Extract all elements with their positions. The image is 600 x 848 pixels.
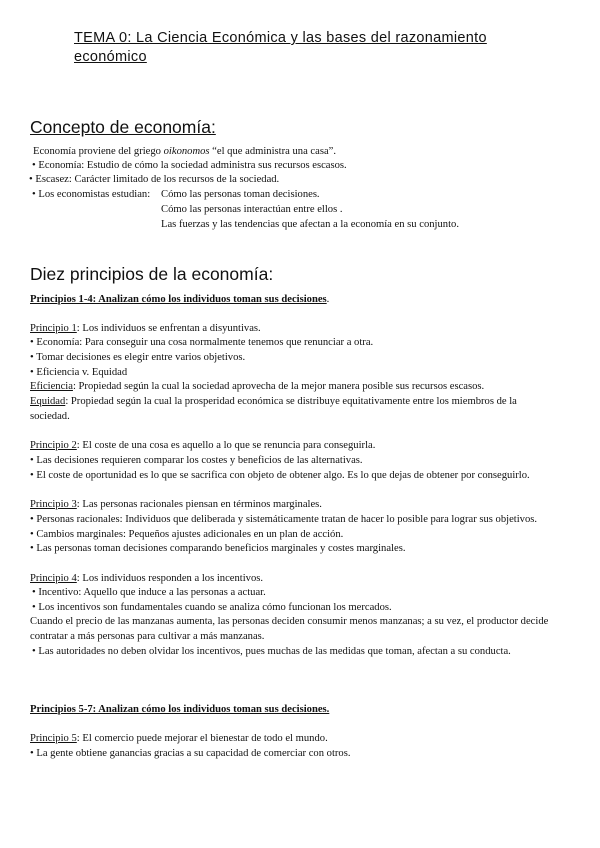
principio-4-bullet-3: • Las autoridades no deben olvidar los incentivos, pues muchas de las medidas que toman, afectan a su conducta. [32, 646, 511, 657]
principio-1-bullet-2: • Tomar decisiones es elegir entre varios objetivos. [30, 352, 246, 363]
section-heading-principios: Diez principios de la economía: [30, 264, 274, 284]
principio-1-label: Principio 1 [30, 323, 77, 334]
equidad-definition-cont: sociedad. [30, 411, 70, 422]
economistas-item-2: Cómo las personas interactúan entre ellos . [161, 204, 343, 215]
principio-2 [30, 439, 375, 453]
line-etymology [33, 145, 336, 159]
document-title-line-2: económico [74, 49, 147, 65]
economistas-item-1: Cómo las personas toman decisiones. [161, 189, 320, 200]
principio-3-label: Principio 3 [30, 499, 77, 510]
section-heading-concepto: Concepto de economía: [30, 117, 216, 137]
etymology-text: Economía proviene del griego [33, 146, 164, 157]
principio-3 [30, 498, 322, 512]
equidad-text: : Propiedad según la cual la prosperidad económica se distribuye equitativamente entre los miembros de la [65, 396, 517, 407]
group-heading-1-4 [30, 293, 329, 307]
etymology-greek-word: oikonomos [163, 146, 210, 157]
principio-4-label: Principio 4 [30, 573, 77, 584]
bullet-economia: • Economía: Estudio de cómo la sociedad administra sus recursos escasos. [32, 160, 347, 171]
principio-2-text: : El coste de una cosa es aquello a lo que se renuncia para conseguirla. [76, 440, 376, 451]
principio-2-bullet-2: • El coste de oportunidad es lo que se sacrifica con objeto de obtener algo. Es lo que dejas de obtener por conseguirlo. [30, 470, 530, 481]
eficiencia-label: Eficiencia [30, 381, 73, 392]
group-heading-5-7: Principios 5-7: Analizan cómo los individuos toman sus decisiones. [30, 704, 330, 715]
principio-5-bullet-1: • La gente obtiene ganancias gracias a su capacidad de comerciar con otros. [30, 748, 351, 759]
principio-3-bullet-1: • Personas racionales: Individuos que deliberada y sistemáticamente tratan de hacer lo posible para lograr sus objetivos. [30, 514, 538, 525]
principio-3-bullet-3: • Las personas toman decisiones comparando beneficios marginales y costes marginales. [30, 543, 406, 554]
principio-4-text: : Los individuos responden a los incentivos. [76, 573, 264, 584]
equidad-definition [30, 395, 517, 409]
eficiencia-text: : Propiedad según la cual la sociedad aprovecha de la mejor manera posible sus recursos escasos. [72, 381, 485, 392]
bullet-economistas-label: • Los economistas estudian: [32, 189, 151, 200]
document-title-line-1: TEMA 0: La Ciencia Económica y las bases del razonamiento [74, 30, 487, 46]
principio-1 [30, 322, 261, 336]
principio-2-label: Principio 2 [30, 440, 77, 451]
principio-1-text: : Los individuos se enfrentan a disyuntivas. [76, 323, 261, 334]
principio-4-example-line-1: Cuando el precio de las manzanas aumenta, las personas deciden consumir menos manzanas; a su vez, el productor decide [30, 616, 549, 627]
principio-4 [30, 572, 263, 586]
principio-1-bullet-1: • Economía: Para conseguir una cosa normalmente tenemos que renunciar a otra. [30, 337, 374, 348]
principio-5-label: Principio 5 [30, 733, 77, 744]
principio-4-bullet-1: • Incentivo: Aquello que induce a las personas a actuar. [32, 587, 266, 598]
etymology-meaning: “el que administra una casa”. [209, 146, 337, 157]
principio-3-bullet-2: • Cambios marginales: Pequeños ajustes adicionales en un plan de acción. [30, 529, 344, 540]
group-heading-1-4-dot: . [326, 294, 330, 305]
principio-2-bullet-1: • Las decisiones requieren comparar los costes y beneficios de las alternativas. [30, 455, 363, 466]
principio-1-bullet-3: • Eficiencia v. Equidad [30, 367, 128, 378]
principio-4-bullet-2: • Los incentivos son fundamentales cuando se analiza cómo funcionan los mercados. [32, 602, 392, 613]
principio-4-example-line-2: contratar a más personas para cultivar a más manzanas. [30, 631, 265, 642]
eficiencia-definition [30, 380, 484, 394]
equidad-label: Equidad [30, 396, 66, 407]
principio-5 [30, 732, 328, 746]
principio-5-text: : El comercio puede mejorar el bienestar de todo el mundo. [76, 733, 328, 744]
group-heading-1-4-text: Principios 1-4: Analizan cómo los individuos toman sus decisiones [30, 294, 327, 305]
principio-3-text: : Las personas racionales piensan en términos marginales. [76, 499, 322, 510]
economistas-item-3: Las fuerzas y las tendencias que afectan a la economía en su conjunto. [161, 219, 459, 230]
bullet-escasez: • Escasez: Carácter limitado de los recursos de la sociedad. [29, 174, 280, 185]
